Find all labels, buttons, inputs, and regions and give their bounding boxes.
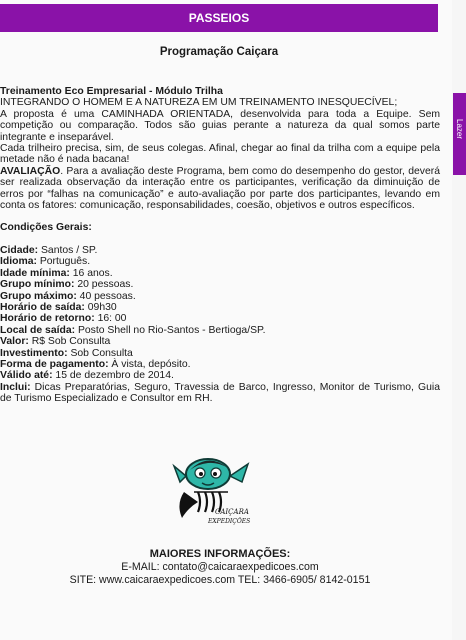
footer-title: MAIORES INFORMAÇÕES: [149,548,291,560]
evaluation-paragraph [0,166,440,212]
logo-text-line2: EXPEDIÇÕES [208,518,251,525]
condition-value: Santos / SP. [38,244,98,256]
condition-row [0,245,440,256]
condition-label: Válido até: [0,370,53,382]
condition-label: Idade mínima: [0,267,70,279]
condition-value: 16 anos. [69,267,113,279]
conditions-heading: Condições Gerais: [0,222,92,234]
condition-label: Horário de saída: [0,301,85,313]
condition-value: 40 pessoas. [76,290,136,302]
condition-row [0,256,440,267]
includes-value: Dicas Preparatórias, Seguro, Travessia de Barco, Ingresso, Monitor de Turismo, Guia de Turismo Especializado e Consultor em RH. [0,381,440,405]
evaluation-text: . Para a avaliação deste Programa, bem como do desempenho do gestor, deverá ser realizada observação da interação entre os participantes, verificação da diminuição de erros por “falhas na comunicação” e auto-avaliação por parte dos participantes, levando em conta os fatores: comunicação, responsabilidades, coesão, objetivos e outros específicos. [0,165,440,212]
condition-label: Local de saída: [0,324,76,336]
logo-text-line1: CAIÇARA [215,508,249,516]
section-header [0,4,438,32]
footer-site[interactable]: SITE: www.caicaraexpedicoes.com TEL: 3466-6905/ 8142-0151 [69,574,371,586]
condition-value: R$ Sob Consulta [28,336,111,348]
side-tab-label: Lazer [455,119,464,140]
condition-row [0,268,440,279]
condition-row [0,279,440,290]
condition-value: 09h30 [84,301,117,313]
side-tab-lazer[interactable] [453,93,466,175]
condition-value: 20 pessoas. [74,279,134,291]
condition-row [0,348,440,359]
condition-label: Horário de retorno: [0,313,95,325]
condition-label: Cidade: [0,244,39,256]
condition-label: Grupo máximo: [0,290,77,302]
condition-row [0,313,440,324]
condition-row [0,370,440,381]
contact-footer [0,548,440,587]
condition-value: Posto Shell no Rio-Santos - Bertioga/SP. [75,324,266,336]
intro-paragraph-1: A proposta é uma CAMINHADA ORIENTADA, desenvolvida para toda a Equipe. Sem competição ou comparação. Todos são guias perante a natureza da qual somos parte integrante e inseparável. [0,108,440,143]
content-body [0,86,440,405]
section-header-title: PASSEIOS [188,11,250,25]
condition-label: Idioma: [0,256,37,268]
condition-row [0,325,440,336]
condition-row [0,336,440,347]
intro-subheading: INTEGRANDO O HOMEM E A NATUREZA EM UM TREINAMENTO INESQUECÍVEL; [0,97,398,109]
condition-label: Valor: [0,336,29,348]
includes-label: Inclui: [0,381,31,393]
condition-value: Português. [36,256,91,268]
evaluation-label: AVALIAÇÃO [0,165,61,177]
page-title: Programação Caiçara [159,46,279,58]
intro-paragraph-2: Cada trilheiro precisa, sim, de seus colegas. Afinal, chegar ao final da trilha com a equipe pela metade não é nada bacana! [0,143,440,166]
condition-label: Investimento: [0,347,68,359]
includes-row [0,382,440,405]
footer-email[interactable]: E-MAIL: contato@caicaraexpedicoes.com [121,561,319,573]
intro-heading: Treinamento Eco Empresarial - Módulo Trilha [0,86,223,97]
fish-skeleton-logo [168,452,260,528]
condition-row [0,302,440,313]
condition-value: Sob Consulta [67,347,133,359]
condition-value: 15 de dezembro de 2014. [52,370,174,382]
condition-label: Grupo mínimo: [0,279,75,291]
condition-label: Forma de pagamento: [0,358,109,370]
condition-value: 16: 00 [94,313,127,325]
condition-row [0,359,440,370]
condition-value: À vista, depósito. [108,358,191,370]
condition-row [0,291,440,302]
